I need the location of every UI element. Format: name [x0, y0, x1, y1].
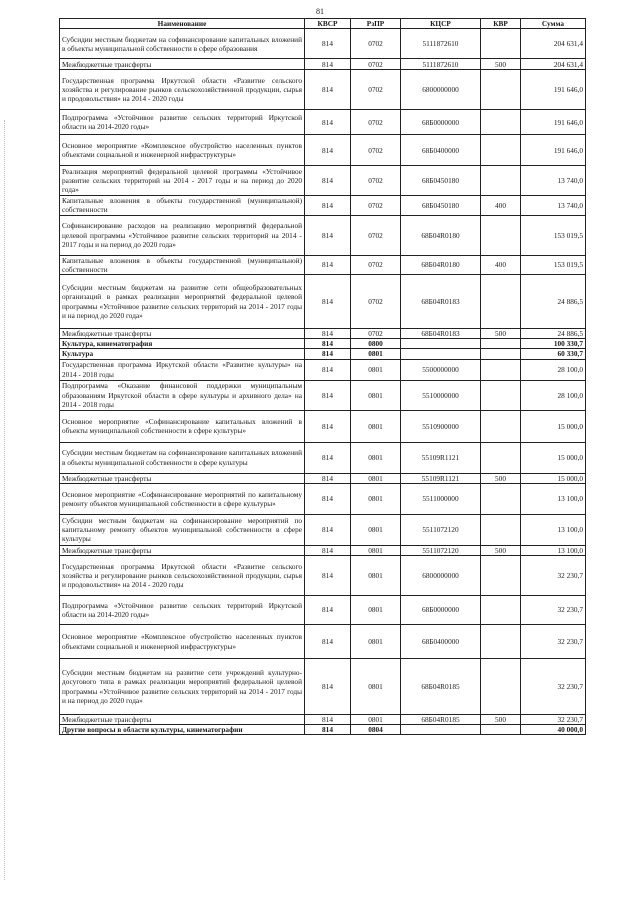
table-row: [60, 625, 586, 659]
page-number: 81: [316, 7, 324, 16]
cell-sum: 32 230,7: [521, 659, 586, 715]
cell-sum: 191 646,0: [521, 70, 586, 110]
cell-rzpr: 0801: [351, 596, 401, 625]
cell-rzpr: 0801: [351, 380, 401, 410]
cell-name: Межбюджетные трансферты: [60, 715, 305, 725]
cell-rzpr: 0702: [351, 166, 401, 196]
cell-sum: 60 330,7: [521, 349, 586, 359]
cell-kvr: 500: [481, 329, 521, 339]
cell-sum: 32 230,7: [521, 556, 586, 596]
cell-kvr: [481, 135, 521, 166]
cell-rzpr: 0702: [351, 59, 401, 70]
cell-rzpr: 0801: [351, 473, 401, 483]
cell-sum: 32 230,7: [521, 715, 586, 725]
table-row: [60, 339, 586, 349]
cell-rzpr: 0702: [351, 70, 401, 110]
cell-kvsr: 814: [305, 659, 351, 715]
cell-kvsr: 814: [305, 275, 351, 329]
cell-kvr: [481, 725, 521, 735]
cell-sum: 204 631,4: [521, 29, 586, 59]
cell-kvr: [481, 483, 521, 514]
cell-rzpr: 0702: [351, 196, 401, 215]
cell-sum: 13 100,0: [521, 483, 586, 514]
cell-name: Культура, кинематография: [60, 339, 305, 349]
cell-kvsr: 814: [305, 380, 351, 410]
cell-kcsr: 5111872610: [401, 59, 481, 70]
cell-kvr: [481, 659, 521, 715]
table-row: [60, 556, 586, 596]
cell-sum: 13 100,0: [521, 545, 586, 555]
cell-name: Основное мероприятие «Комплексное обустройство населенных пунктов объектами социальной и инженерной инфраструктуры»: [60, 625, 305, 659]
cell-kvr: [481, 166, 521, 196]
cell-name: Основное мероприятие «Софинансирование капитальных вложений в объекты муниципальной собственности в сфере культуры»: [60, 410, 305, 442]
table-row: [60, 380, 586, 410]
cell-sum: 28 100,0: [521, 359, 586, 380]
cell-sum: 100 330,7: [521, 339, 586, 349]
cell-kcsr: 68Б04R0183: [401, 329, 481, 339]
cell-kcsr: 5500000000: [401, 359, 481, 380]
cell-kcsr: 5511072120: [401, 545, 481, 555]
cell-kvr: 500: [481, 473, 521, 483]
table-row: [60, 359, 586, 380]
table-row: [60, 59, 586, 70]
cell-kvsr: 814: [305, 596, 351, 625]
header-sum: Сумма: [521, 19, 586, 29]
header-kvsr: КВСР: [305, 19, 351, 29]
cell-rzpr: 0804: [351, 725, 401, 735]
cell-kvr: [481, 556, 521, 596]
cell-name: Субсидии местным бюджетам на развитие сети учреждений культурно-досугового типа в рамках реализации мероприятий федеральной целевой программы «Устойчивое развитие сельских территорий на 2014 - 2017 годы и на период до 2020 года»: [60, 659, 305, 715]
cell-rzpr: 0801: [351, 359, 401, 380]
cell-kvsr: 814: [305, 215, 351, 255]
cell-kcsr: 68Б04R0180: [401, 255, 481, 274]
header-kcsr: КЦСР: [401, 19, 481, 29]
cell-kvsr: 814: [305, 545, 351, 555]
cell-name: Субсидии местным бюджетам на развитие сети общеобразовательных организаций в рамках реализации мероприятий федеральной целевой программы «Устойчивое развитие сельских территорий на 2014 - 2017 годы и на период до 2020 года»: [60, 275, 305, 329]
cell-name: Реализация мероприятий федеральной целевой программы «Устойчивое развитие сельских территорий на 2014 - 2017 годы и на период до 2020 года»: [60, 166, 305, 196]
cell-kvsr: 814: [305, 556, 351, 596]
cell-kvsr: 814: [305, 625, 351, 659]
cell-name: Межбюджетные трансферты: [60, 473, 305, 483]
cell-kvr: [481, 380, 521, 410]
cell-kcsr: 68Б0450180: [401, 196, 481, 215]
cell-kcsr: 68Б0000000: [401, 110, 481, 135]
cell-name: Субсидии местным бюджетам на софинансирование капитальных вложений в объекты муниципальной собственности в сфере культуры: [60, 442, 305, 473]
cell-sum: 204 631,4: [521, 59, 586, 70]
table-row: [60, 596, 586, 625]
cell-rzpr: 0702: [351, 135, 401, 166]
cell-kvr: [481, 339, 521, 349]
cell-kcsr: [401, 349, 481, 359]
cell-kcsr: 5111872610: [401, 29, 481, 59]
table-row: [60, 349, 586, 359]
cell-name: Капитальные вложения в объекты государственной (муниципальной) собственности: [60, 255, 305, 274]
cell-kcsr: [401, 339, 481, 349]
cell-name: Основное мероприятие «Комплексное обустройство населенных пунктов объектами социальной и инженерной инфраструктуры»: [60, 135, 305, 166]
cell-sum: 28 100,0: [521, 380, 586, 410]
cell-name: Межбюджетные трансферты: [60, 329, 305, 339]
cell-kvr: [481, 215, 521, 255]
cell-name: Капитальные вложения в объекты государственной (муниципальной) собственности: [60, 196, 305, 215]
cell-kcsr: 68Б04R0180: [401, 215, 481, 255]
cell-rzpr: 0702: [351, 215, 401, 255]
cell-kvr: [481, 275, 521, 329]
cell-sum: 15 000,0: [521, 473, 586, 483]
cell-kcsr: 5510900000: [401, 410, 481, 442]
table-row: [60, 410, 586, 442]
cell-kcsr: 68Б04R0183: [401, 275, 481, 329]
cell-kcsr: 6800000000: [401, 70, 481, 110]
cell-kvsr: 814: [305, 339, 351, 349]
cell-name: Государственная программа Иркутской области «Развитие культуры» на 2014 - 2018 годы: [60, 359, 305, 380]
cell-name: Подпрограмма «Оказание финансовой поддержки муниципальным образованиям Иркутской области в сфере культуры и архивного дела» на 2014 - 2018 годы: [60, 380, 305, 410]
cell-sum: 191 646,0: [521, 110, 586, 135]
cell-kcsr: 68Б0400000: [401, 135, 481, 166]
cell-kvsr: 814: [305, 349, 351, 359]
cell-kvsr: 814: [305, 442, 351, 473]
table-body: [60, 29, 586, 735]
cell-name: Межбюджетные трансферты: [60, 545, 305, 555]
cell-kcsr: 55109R1121: [401, 442, 481, 473]
cell-rzpr: 0801: [351, 715, 401, 725]
cell-kvsr: 814: [305, 410, 351, 442]
cell-sum: 13 100,0: [521, 514, 586, 545]
cell-kvr: 500: [481, 59, 521, 70]
cell-rzpr: 0801: [351, 625, 401, 659]
cell-kvsr: 814: [305, 70, 351, 110]
cell-rzpr: 0801: [351, 545, 401, 555]
cell-sum: 15 000,0: [521, 442, 586, 473]
budget-table: [59, 18, 586, 735]
cell-sum: 32 230,7: [521, 625, 586, 659]
cell-name: Межбюджетные трансферты: [60, 59, 305, 70]
cell-kvr: 500: [481, 545, 521, 555]
cell-rzpr: 0801: [351, 410, 401, 442]
cell-kcsr: 68Б0450180: [401, 166, 481, 196]
cell-rzpr: 0702: [351, 329, 401, 339]
cell-rzpr: 0801: [351, 349, 401, 359]
cell-rzpr: 0702: [351, 275, 401, 329]
cell-kcsr: 55109R1121: [401, 473, 481, 483]
cell-kvr: [481, 70, 521, 110]
cell-kvsr: 814: [305, 329, 351, 339]
cell-kcsr: 68Б0400000: [401, 625, 481, 659]
cell-kvsr: 814: [305, 359, 351, 380]
table-row: [60, 215, 586, 255]
cell-kvsr: 814: [305, 110, 351, 135]
cell-kvr: [481, 349, 521, 359]
cell-kcsr: [401, 725, 481, 735]
cell-kvr: 400: [481, 196, 521, 215]
cell-name: Государственная программа Иркутской области «Развитие сельского хозяйства и регулирование рынков сельскохозяйственной продукции, сырья и продовольствия» на 2014 - 2020 годы: [60, 70, 305, 110]
cell-kvr: [481, 410, 521, 442]
table-row: [60, 514, 586, 545]
cell-rzpr: 0801: [351, 556, 401, 596]
cell-kvsr: 814: [305, 473, 351, 483]
table-row: [60, 473, 586, 483]
cell-rzpr: 0702: [351, 110, 401, 135]
table-row: [60, 70, 586, 110]
cell-sum: 13 740,0: [521, 166, 586, 196]
cell-rzpr: 0702: [351, 29, 401, 59]
table-row: [60, 715, 586, 725]
cell-name: Софинансирование расходов на реализацию мероприятий федеральной целевой программы «Устойчивое развитие сельских территорий на 2014 - 2017 годы и на период до 2020 года»: [60, 215, 305, 255]
cell-name: Государственная программа Иркутской области «Развитие сельского хозяйства и регулирование рынков сельскохозяйственной продукции, сырья и продовольствия» на 2014 - 2020 годы: [60, 556, 305, 596]
cell-kcsr: 6800000000: [401, 556, 481, 596]
table-row: [60, 135, 586, 166]
cell-kcsr: 5511000000: [401, 483, 481, 514]
cell-kvr: [481, 442, 521, 473]
cell-kcsr: 68Б0000000: [401, 596, 481, 625]
cell-sum: 24 886,5: [521, 329, 586, 339]
table-row: [60, 29, 586, 59]
table-row: [60, 196, 586, 215]
table-header-row: [60, 19, 586, 29]
cell-kvsr: 814: [305, 483, 351, 514]
cell-kvsr: 814: [305, 725, 351, 735]
cell-name: Субсидии местным бюджетам на софинансирование мероприятий по капитальному ремонту объектов муниципальной собственности в сфере культуры: [60, 514, 305, 545]
cell-kvr: [481, 359, 521, 380]
cell-name: Основное мероприятие «Софинансирование мероприятий по капитальному ремонту объектов муниципальной собственности в сфере культуры»: [60, 483, 305, 514]
table-row: [60, 110, 586, 135]
table-row: [60, 255, 586, 274]
cell-sum: 13 740,0: [521, 196, 586, 215]
cell-name: Субсидии местным бюджетам на софинансирование капитальных вложений в объекты муниципальной собственности в сфере образования: [60, 29, 305, 59]
cell-name: Подпрограмма «Устойчивое развитие сельских территорий Иркутской области на 2014-2020 годы»: [60, 596, 305, 625]
table-row: [60, 275, 586, 329]
cell-sum: 32 230,7: [521, 596, 586, 625]
table-row: [60, 725, 586, 735]
cell-name: Культура: [60, 349, 305, 359]
table-row: [60, 545, 586, 555]
scan-edge-marks: [4, 120, 8, 880]
cell-kvr: [481, 625, 521, 659]
cell-kcsr: 68Б04R0185: [401, 715, 481, 725]
table-row: [60, 166, 586, 196]
table-row: [60, 329, 586, 339]
cell-rzpr: 0801: [351, 442, 401, 473]
cell-kvsr: 814: [305, 29, 351, 59]
cell-kvsr: 814: [305, 255, 351, 274]
table-row: [60, 659, 586, 715]
cell-rzpr: 0801: [351, 514, 401, 545]
cell-kvsr: 814: [305, 166, 351, 196]
cell-sum: 153 019,5: [521, 215, 586, 255]
cell-kvr: [481, 514, 521, 545]
table-row: [60, 483, 586, 514]
cell-kvsr: 814: [305, 196, 351, 215]
header-name: Наименование: [60, 19, 305, 29]
cell-kvr: [481, 29, 521, 59]
cell-sum: 24 886,5: [521, 275, 586, 329]
cell-kcsr: 68Б04R0185: [401, 659, 481, 715]
cell-kcsr: 5510000000: [401, 380, 481, 410]
cell-kvsr: 814: [305, 135, 351, 166]
header-kvr: КВР: [481, 19, 521, 29]
cell-sum: 15 000,0: [521, 410, 586, 442]
cell-kvr: [481, 110, 521, 135]
cell-rzpr: 0702: [351, 255, 401, 274]
cell-kvr: 400: [481, 255, 521, 274]
cell-sum: 191 646,0: [521, 135, 586, 166]
cell-kvsr: 814: [305, 514, 351, 545]
cell-name: Подпрограмма «Устойчивое развитие сельских территорий Иркутской области на 2014-2020 годы»: [60, 110, 305, 135]
cell-name: Другие вопросы в области культуры, кинематографии: [60, 725, 305, 735]
table-row: [60, 442, 586, 473]
cell-sum: 153 019,5: [521, 255, 586, 274]
cell-sum: 40 000,0: [521, 725, 586, 735]
cell-kcsr: 5511072120: [401, 514, 481, 545]
header-rzpr: РзПР: [351, 19, 401, 29]
cell-kvr: 500: [481, 715, 521, 725]
cell-rzpr: 0801: [351, 483, 401, 514]
cell-kvsr: 814: [305, 715, 351, 725]
cell-rzpr: 0801: [351, 659, 401, 715]
cell-kvr: [481, 596, 521, 625]
cell-kvsr: 814: [305, 59, 351, 70]
cell-rzpr: 0800: [351, 339, 401, 349]
